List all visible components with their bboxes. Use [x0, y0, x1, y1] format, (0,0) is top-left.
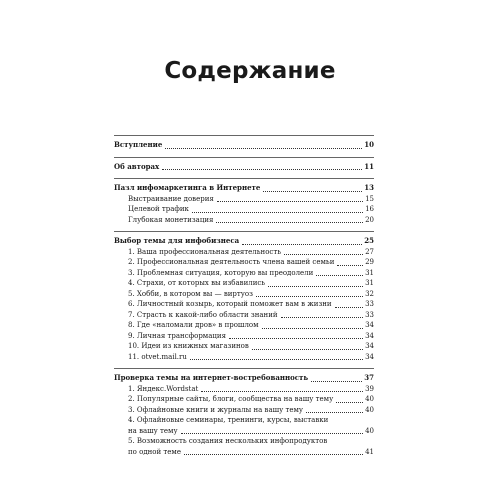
- toc-subentry[interactable]: [114, 384, 374, 395]
- dot-leader: [284, 254, 363, 255]
- toc-entry-label: 2. Профессиональная деятельность члена вашей семьи: [128, 258, 335, 266]
- toc-entry-label: 5. Хобби, в котором вы — виртуоз: [128, 289, 253, 298]
- toc-subentry[interactable]: [114, 426, 374, 437]
- toc-chapter-entry[interactable]: [114, 236, 374, 247]
- dot-leader: [262, 328, 364, 329]
- dot-leader: [229, 338, 363, 339]
- toc-page-number: 16: [365, 205, 374, 213]
- toc-section: [114, 157, 374, 173]
- dot-leader: [336, 402, 363, 403]
- toc-subentry[interactable]: [114, 204, 374, 215]
- toc-subentry[interactable]: [114, 299, 374, 310]
- toc-page-number: 27: [365, 247, 374, 256]
- toc-entry-label: 8. Где «наломали дров» в прошлом: [128, 321, 259, 329]
- toc-section: [114, 178, 374, 225]
- toc-page-number: 34: [365, 342, 374, 350]
- dot-leader: [306, 412, 363, 413]
- toc-entry-label: 11. otvet.mail.ru: [128, 352, 187, 361]
- toc-page-number: 34: [365, 352, 374, 361]
- toc-subentry[interactable]: [114, 341, 374, 352]
- toc-entry-label: 1. Яндекс.Wordstat: [128, 384, 199, 393]
- toc-page-number: 25: [364, 236, 374, 245]
- toc-page-number: 34: [365, 321, 374, 329]
- dot-leader: [216, 222, 363, 223]
- toc-entry-label: 10. Идеи из книжных магазинов: [128, 342, 249, 350]
- toc-entry-label: 3. Офлайновые книги и журналы на вашу тему: [128, 405, 304, 414]
- toc-page-number: 13: [364, 183, 374, 192]
- toc-page-number: 34: [365, 331, 374, 340]
- toc-page-number: 40: [365, 395, 374, 403]
- toc-chapter-entry[interactable]: [114, 183, 374, 194]
- toc-page-number: 31: [365, 279, 374, 287]
- dot-leader: [217, 201, 363, 202]
- toc-subentry[interactable]: [114, 215, 374, 226]
- toc-entry-label: 9. Личная трансформация: [128, 331, 227, 340]
- toc-entry-label: 4. Офлайновые семинары, тренинги, курсы, выставки: [128, 416, 329, 424]
- page-title: Содержание: [164, 58, 336, 84]
- toc-section: [114, 231, 374, 362]
- toc-page-number: 32: [365, 289, 374, 298]
- dot-leader: [165, 148, 362, 149]
- toc-page-number: 33: [365, 310, 374, 319]
- toc-entry-label: Пазл инфомаркетинга в Интернете: [114, 183, 261, 192]
- dot-leader: [162, 169, 362, 170]
- toc-section: [114, 135, 374, 151]
- toc-subentry[interactable]: [114, 405, 374, 416]
- toc-entry-label: 4. Страхи, от которых вы избавились: [128, 279, 266, 287]
- dot-leader: [311, 381, 362, 382]
- toc-page-number: 37: [364, 373, 374, 382]
- dot-leader: [337, 265, 363, 266]
- dot-leader: [242, 244, 362, 245]
- toc-entry-label: Глубокая монетизация: [128, 215, 214, 224]
- toc-subentry[interactable]: [114, 352, 374, 363]
- dot-leader: [335, 307, 363, 308]
- toc-entry-label: Проверка темы на интернет-востребованность: [114, 373, 309, 382]
- toc-page-number: 20: [365, 215, 374, 224]
- toc-subentry[interactable]: [114, 247, 374, 258]
- toc-subentry[interactable]: [114, 257, 374, 268]
- dot-leader: [201, 391, 363, 392]
- toc-page-number: 11: [364, 161, 374, 171]
- toc-chapter-entry[interactable]: [114, 162, 374, 173]
- dot-leader: [281, 317, 364, 318]
- toc-page-number: 29: [365, 258, 374, 266]
- dot-leader: [252, 349, 363, 350]
- toc-subentry[interactable]: [114, 320, 374, 331]
- toc-page-number: 39: [365, 384, 374, 393]
- toc-entry-label: 3. Проблемная ситуация, которую вы преодолели: [128, 268, 314, 277]
- toc-entry-label: 1. Ваша профессиональная деятельность: [128, 247, 282, 256]
- toc-entry-label: Вступление: [114, 140, 163, 149]
- dot-leader: [316, 275, 363, 276]
- dot-leader: [256, 296, 363, 297]
- toc-page-number: 33: [365, 300, 374, 308]
- toc-subentry[interactable]: [114, 310, 374, 321]
- dot-leader: [192, 212, 363, 213]
- dot-leader: [268, 286, 363, 287]
- toc-page-number: 41: [365, 447, 374, 456]
- toc-section: [114, 368, 374, 457]
- toc-entry-label: Выстраивание доверия: [128, 194, 214, 203]
- toc-subentry[interactable]: [114, 331, 374, 342]
- toc-entry-label: 7. Страсть к какой-либо области знаний: [128, 310, 278, 319]
- toc-entry-label: на вашу тему: [128, 426, 178, 435]
- toc-page-number: 40: [365, 426, 374, 435]
- toc-page-number: 15: [365, 194, 374, 203]
- toc-subentry[interactable]: [114, 194, 374, 205]
- toc-subentry[interactable]: [114, 394, 374, 405]
- table-of-contents: [114, 135, 374, 463]
- toc-entry-label: Об авторах: [114, 161, 160, 171]
- toc-chapter-entry[interactable]: [114, 140, 374, 151]
- dot-leader: [184, 454, 363, 455]
- toc-entry-label: по одной теме: [128, 447, 182, 456]
- dot-leader: [263, 191, 362, 192]
- toc-subentry[interactable]: [114, 447, 374, 458]
- toc-subentry[interactable]: [114, 278, 374, 289]
- toc-entry-label: Выбор темы для инфобизнеса: [114, 236, 240, 245]
- toc-subentry[interactable]: [114, 289, 374, 300]
- dot-leader: [190, 359, 363, 360]
- dot-leader: [181, 433, 363, 434]
- toc-entry-label: Целевой трафик: [128, 205, 189, 213]
- toc-entry-label: 6. Личностный козырь, который поможет вам в жизни: [128, 300, 332, 308]
- toc-page-number: 10: [364, 140, 374, 149]
- toc-entry-label: 2. Популярные сайты, блоги, сообщества на вашу тему: [128, 395, 334, 403]
- toc-page-number: 40: [365, 405, 374, 414]
- toc-chapter-entry[interactable]: [114, 373, 374, 384]
- toc-entry-label: 5. Возможность создания нескольких инфопродуктов: [128, 437, 328, 445]
- toc-page-number: 31: [365, 268, 374, 277]
- toc-subentry[interactable]: [114, 268, 374, 279]
